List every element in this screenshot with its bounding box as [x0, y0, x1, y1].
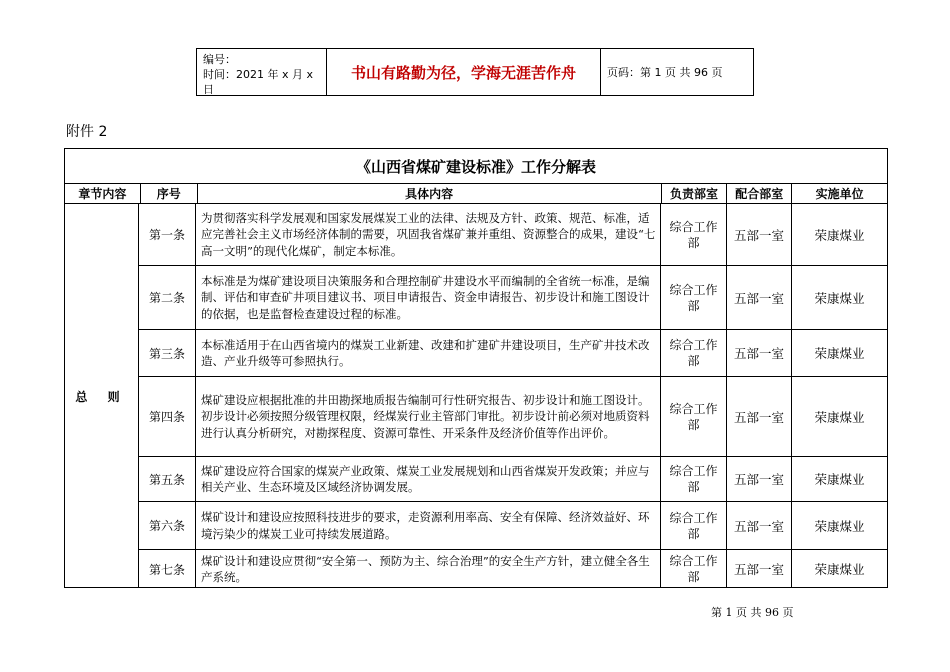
row-responsible-dept: 综合工作部 — [661, 204, 727, 265]
page-footer: 第 1 页 共 96 页 — [711, 606, 794, 619]
row-number: 第七条 — [139, 550, 196, 588]
table-header-row — [65, 184, 887, 204]
row-coop-dept: 五部一室 — [727, 204, 792, 265]
row-content: 煤矿建设应符合国家的煤炭产业政策、煤炭工业发展规划和山西省煤炭开发政策；并应与相关产业、生态环境及区域经济协调发展。 — [196, 457, 661, 501]
row-responsible-dept: 综合工作部 — [661, 457, 727, 501]
row-number: 第三条 — [139, 330, 196, 376]
row-coop-dept: 五部一室 — [727, 550, 792, 588]
row-responsible-dept: 综合工作部 — [661, 330, 727, 376]
time-label: 时间：2021 年 x 月 x 日 — [203, 68, 313, 96]
row-unit: 荣康煤业 — [814, 518, 865, 534]
row-unit: 荣康煤业 — [814, 562, 865, 577]
row-coop-dept: 五部一室 — [727, 457, 792, 501]
row-number: 第六条 — [139, 502, 196, 549]
attachment-label: 附件 2 — [66, 124, 108, 140]
row-content: 本标准适用于在山西省境内的煤炭工业新建、改建和扩建矿井建设项目，生产矿井技术改造、产业升级等可参照执行。 — [196, 330, 661, 376]
row-content: 煤矿设计和建设应按照科技进步的要求，走资源利用率高、安全有保障、经济效益好、环境污染少的煤炭工业可持续发展道路。 — [196, 502, 661, 549]
table-row — [139, 266, 887, 330]
table-rows — [139, 204, 887, 588]
row-coop-dept: 五部一室 — [727, 377, 792, 456]
header-responsible-dept: 负责部室 — [662, 184, 728, 203]
row-number: 第二条 — [139, 266, 196, 329]
header-motto: 书山有路勤为径，学海无涯苦作舟 — [327, 49, 601, 95]
table-row — [139, 377, 887, 457]
header-content: 具体内容 — [198, 184, 662, 203]
row-content: 为贯彻落实科学发展观和国家发展煤炭工业的法律、法规及方针、政策、规范、标准，适应完善社会主义市场经济体制的需要，巩固我省煤矿兼并重组、资源整合的成果，建设“七高一文明”的现代化煤矿，制定本标准。 — [196, 204, 661, 265]
header-number: 序号 — [141, 184, 198, 203]
row-unit: 荣康煤业 — [814, 227, 865, 243]
table-row — [139, 204, 887, 266]
table-body — [65, 204, 887, 588]
row-coop-dept: 五部一室 — [727, 330, 792, 376]
header-unit: 实施单位 — [815, 187, 864, 201]
header-coop-dept: 配合部室 — [727, 184, 792, 203]
table-row — [139, 502, 887, 550]
table-row — [139, 330, 887, 377]
row-unit: 荣康煤业 — [814, 409, 865, 425]
row-unit: 荣康煤业 — [814, 346, 865, 361]
row-number: 第一条 — [139, 204, 196, 265]
chapter-cell: 总 则 — [65, 204, 139, 588]
row-content: 煤矿建设应根据批准的井田勘探地质报告编制可行性研究报告、初步设计和施工图设计。初步设计必须按照分级管理权限，经煤炭行业主管部门审批。初步设计前必须对地质资料进行认真分析研究，对勘探程度、资源可靠性、开采条件及经济价值等作出评价。 — [196, 377, 661, 456]
row-responsible-dept: 综合工作部 — [661, 550, 727, 588]
row-responsible-dept: 综合工作部 — [661, 377, 727, 456]
row-number: 第四条 — [139, 377, 196, 456]
table-row — [139, 457, 887, 502]
row-number: 第五条 — [139, 457, 196, 501]
row-coop-dept: 五部一室 — [727, 502, 792, 549]
header-page-label: 页码：第 1 页 共 96 页 — [607, 66, 723, 79]
work-breakdown-table — [64, 148, 888, 588]
header-chapter: 章节内容 — [65, 184, 141, 203]
row-responsible-dept: 综合工作部 — [661, 502, 727, 549]
row-coop-dept: 五部一室 — [727, 266, 792, 329]
header-meta — [197, 49, 327, 95]
row-responsible-dept: 综合工作部 — [661, 266, 727, 329]
row-unit: 荣康煤业 — [814, 290, 865, 306]
table-title: 《山西省煤矿建设标准》工作分解表 — [65, 149, 887, 184]
document-header — [196, 48, 754, 96]
row-content: 本标准是为煤矿建设项目决策服务和合理控制矿井建设水平而编制的全省统一标准，是编制、评估和审查矿井项目建议书、项目申请报告、资金申请报告、初步设计和施工图设计的依据，也是监督检查建设过程的标准。 — [196, 266, 661, 329]
row-content: 煤矿设计和建设应贯彻“安全第一、预防为主、综合治理”的安全生产方针，建立健全各生产系统。 — [196, 550, 661, 588]
number-label: 编号： — [203, 53, 236, 66]
table-row — [139, 550, 887, 588]
row-unit: 荣康煤业 — [814, 472, 865, 487]
